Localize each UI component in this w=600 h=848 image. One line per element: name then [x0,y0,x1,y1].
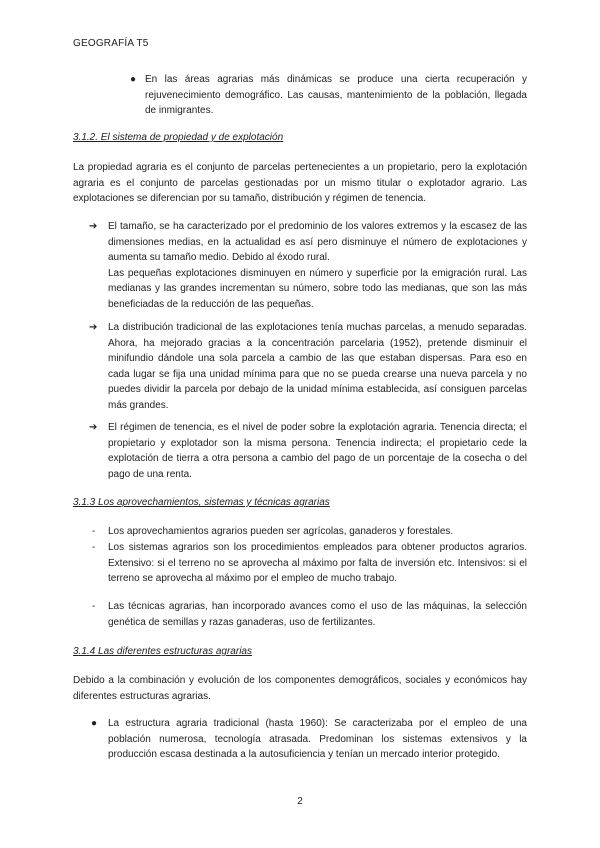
dash-marker: - [92,526,96,537]
arrow-marker: ➔ [89,322,98,333]
document-header: GEOGRAFÍA T5 [73,38,149,49]
section-312-heading: 3.1.2. El sistema de propiedad y de explotación [73,132,284,143]
section-314-paragraph: Debido a la combinación y evolución de los componentes demográficos, sociales y económicos hay diferentes estructuras agrarias. [73,675,527,702]
arrow-marker: ➔ [89,422,98,433]
arrow-item-distribution [108,320,527,413]
arrow-item-distribution-text: La distribución tradicional de las explotaciones tenía muchas parcelas, a menudo separadas. Ahora, ha mejorado gracias a la concentración parcelaria (1952), pretende disminuir el minifundio dándole una sola parcela a cambio de las que estaban dispersas. Para eso en cada lugar se fija una unidad mínima para que no se pueda crearse una nueva parcela y no puedes dividir la parcela por debajo de la unidad mínima establecida, así consiguen parcelas más grandes. [108,322,527,411]
arrow-item-tenure [108,420,527,482]
bullet-item-traditional-structure: La estructura agraria tradicional (hasta 1960): Se caracterizaba por el empleo de una población numerosa, tecnología atrasada. Predominan los sistemas extensivos y la producción escasa destinada a la autosuficiencia y tenían un mercado interior protegido. [108,718,527,760]
intro-bullet-text: En las áreas agrarias más dinámicas se produce una cierta recuperación y rejuvenecimiento demográfico. Las causas, mantenimiento de la población, llegada de inmigrantes. [145,74,527,116]
arrow-item-size-text1: El tamaño, se ha caracterizado por el predominio de los valores extremos y la escasez de las dimensiones medias, en la actualidad es así pero disminuye el número de explotaciones y aumenta su tamaño medio. Debido al éxodo rural. [108,221,527,263]
arrow-item-tenure-text: El régimen de tenencia, es el nivel de poder sobre la explotación agraria. Tenencia directa; el propietario y explotador son la misma persona. Tenencia indirecta; el propietario cede la explotación de tierra a otra persona a cambio del pago de un porcentaje de la cosecha o del pago de una renta. [108,422,527,480]
section-313-heading: 3.1.3 Los aprovechamientos, sistemas y técnicas agrarias [73,497,330,508]
section-312-paragraph: La propiedad agraria es el conjunto de parcelas pertenecientes a un propietario, pero la explotación agraria es el conjunto de parcelas gestionadas por un mismo titular o explotador agrario. Las explotaciones se diferencian por su tamaño, distribución y régimen de tenencia. [73,162,527,204]
list-item-tecnicas: Las técnicas agrarias, han incorporado avances como el uso de las máquinas, la selección genética de semillas y razas ganaderas, uso de fertilizantes. [108,601,527,628]
dash-marker: - [92,601,96,612]
bullet-marker: ● [91,718,98,729]
dash-marker: - [92,542,96,553]
section-314-heading: 3.1.4 Las diferentes estructuras agrarias [73,646,252,657]
arrow-item-size-text2: Las pequeñas explotaciones disminuyen en número y superficie por la emigración rural. Las medianas y las grandes incrementan su número, sobre todo las medianas, que son las más beneficiadas de la reducción de las pequeñas. [108,267,527,310]
list-item-sistemas: Los sistemas agrarios son los procedimientos empleados para obtener productos agrarios. Extensivo: si el terreno no se aprovecha al máximo por falta de inversión etc. Intensivos: si el terreno se aprovecha al máximo por el empleo de mucho trabajo. [108,542,527,584]
arrow-marker: ➔ [89,221,98,232]
bullet-marker: ● [130,74,137,85]
list-item-aprovechamientos: Los aprovechamientos agrarios pueden ser agrícolas, ganaderos y forestales. [108,526,454,537]
arrow-item-size [108,219,527,312]
page-number: 2 [297,796,303,807]
